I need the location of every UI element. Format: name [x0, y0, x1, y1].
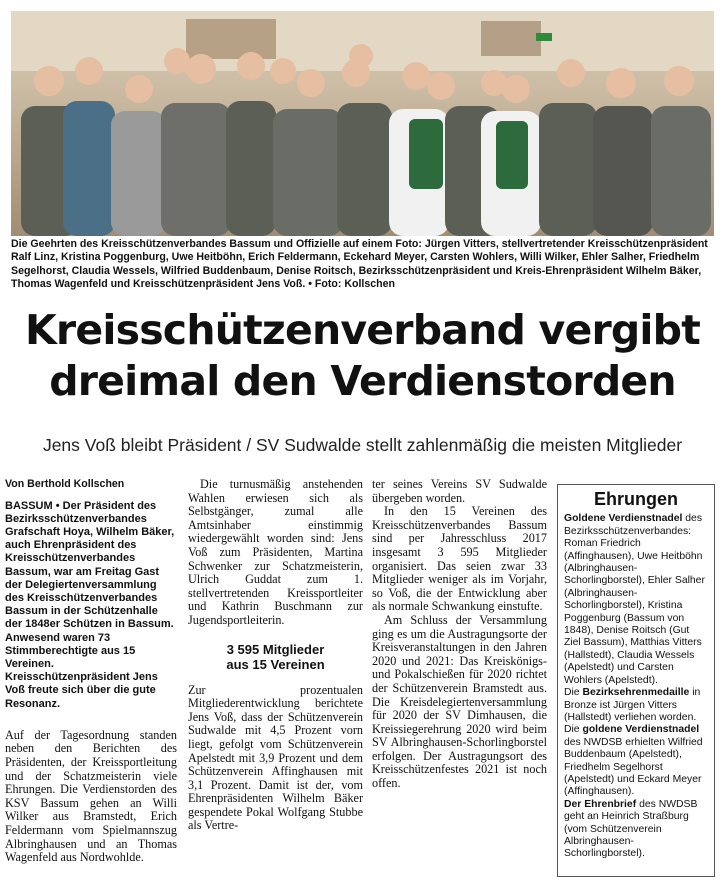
section-subtitle [188, 642, 363, 672]
byline: Von Berthold Kollschen [5, 478, 125, 490]
headline-line-1: Kreisschützenverband vergibt [24, 306, 701, 354]
honors-nwdsb-pre: Die [564, 724, 583, 736]
honors-gold-label: Goldene Verdienstnadel [564, 513, 683, 525]
honors-title: Ehrungen [594, 489, 678, 509]
body-paragraph: Auf der Tagesordnung standen neben den Berichten des Präsidenten, der Kreissportleitung und der Schatzmeisterin viele Ehrungen. Die Verdienstorden des KSV Bassum gehen an Willi Wilker aus Bramstedt, Erich Feldermann vom Spielmannszug Albringhausen und an Thomas Wagenfeld aus Nordwohlde. [5, 727, 177, 865]
honors-medal [564, 687, 708, 724]
honors-box [557, 484, 715, 877]
honors-nwdsb-needle [564, 724, 708, 798]
body-paragraph: Zur prozentualen Mitgliederentwicklung berichtete Jens Voß, dass der Schützenverein Sudwalde mit 4,5 Prozent vorn liegt, gefolgt vom Schützenverein Apelstedt mit 3,9 Prozent und dem Schützenverein Affinghausen mit 3,1 Prozent. Damit ist der, vom Ehrenpräsidenten Wilhelm Bäker gespendete Pokal Wolfgang Stubbe als Vertre- [188, 682, 363, 833]
honors-gold-text: des Bezirksschützenverbandes: Roman Friedrich (Affinghausen), Uwe Heitböhn (Albringhausen-Schorlingborstel), Ehler Salher (Albringhausen-Schorlingborstel), Kristina Poggenburg (Bassum von 1848), Denise Roitsch (Gut Ziel Bassum), Matthias Vitters (Hallstedt), Claudia Wessels (Apelstedt) und Carsten Wohlers (Apelstedt). [564, 513, 705, 686]
honors-letter-text: des NWDSB geht an Heinrich Straßburg (vom Schützenverein Albringhausen-Schorlingborstel). [564, 798, 698, 860]
honors-medal-pre: Die [564, 687, 583, 699]
group-photo [11, 11, 714, 236]
honors-letter [564, 799, 708, 861]
section-subtitle-line-1: 3 595 Mitglieder [226, 641, 325, 657]
body-paragraph: In den 15 Vereinen des Kreisschützenverbandes Bassum sind per Jahresschluss 2017 insgesamt 3 595 Mitglieder organisiert. Das seien zwar 33 Mitglieder weniger als im Vorjahr, so Voß, die der Entwicklung aber als normale Schwankung einstufte. [372, 504, 547, 614]
photo-caption: Die Geehrten des Kreisschützenverbandes Bassum und Offizielle auf einem Foto: Jürgen Vitters, stellvertretender Kreisschützenpräsident Ralf Linz, Kristina Poggenburg, Uwe Heitböhn, Erich Feldermann, Eckehard Meyer, Carsten Wohlers, Willi Wilker, Ehler Salher, Friedhelm Segelhorst, Claudia Wessels, Wilfried Buddenbaum, Denise Roitsch, Bezirksschützenpräsident und Kreis-Ehrenpräsident Wilhelm Bäker, Thomas Wagenfeld und Kreisschützenpräsident Jens Voß. • Foto: Kollschen [11, 238, 708, 291]
honors-nwdsb-text: des NWDSB erhielten Wilfried Buddenbaum (Apelstedt), Friedhelm Segelhorst (Apelstedt) und Eckard Meyer (Affinghausen). [564, 736, 703, 798]
honors-gold-needle [564, 513, 708, 687]
honors-nwdsb-label: goldene Verdienstnadel [582, 724, 700, 736]
article-column-2 [188, 478, 363, 833]
article-column-3 [372, 478, 547, 791]
article-column-1 [5, 478, 177, 865]
headline-line-2: dreimal den Verdienstorden [49, 357, 676, 405]
honors-medal-label: Bezirksehrenmedaille [582, 687, 690, 699]
body-paragraph: Die turnusmäßig anstehenden Wahlen erwiesen sich als Selbstgänger, zumal alle Amtsinhaber einstimmig wiedergewählt worden sind: Jens Voß zum Präsidenten, Martina Schwenker zur Schatzmeisterin, Ulrich Guddat zum 1. stellvertretenden Kreissportleiter und Kathrin Buschmann zur Jugendsportleiterin. [188, 477, 363, 627]
subheadline: Jens Voß bleibt Präsident / SV Sudwalde stellt zahlenmäßig die meisten Mitglieder [42, 435, 683, 455]
section-subtitle-line-2: aus 15 Vereinen [226, 656, 325, 672]
headline [0, 305, 725, 407]
body-paragraph: ter seines Vereins SV Sudwalde übergeben worden. [372, 477, 547, 505]
honors-medal-text: in Bronze ist Jürgen Vitters (Hallstedt) verliehen worden. [564, 687, 701, 723]
honors-letter-label: Der Ehrenbrief [564, 798, 637, 810]
body-paragraph: Am Schluss der Versammlung ging es um die Austragungsorte der Kreisveranstaltungen in den Jahren 2020 und 2021: Das Kreiskönigs- und Pokalschießen für 2020 richtet der Schützenverein Bramstedt aus. Die Kreisdelegiertenversammlung für 2020 der SV Dimhausen, die Kreissiegerehrung 2020 wird beim SV Albringhausen-Schorlingborstel erfolgen. Der Austragungsort des Kreisschützenfestes 2021 ist noch offen. [372, 612, 547, 791]
lead-paragraph: BASSUM • Der Präsident des Bezirksschützenverbandes Grafschaft Hoya, Wilhelm Bäker, auch Ehrenpräsident des Kreisschützenverbandes Bassum, war am Freitag Gast der Delegiertenversammlung des Kreisschützenverbandes Bassum in der Schützenhalle der 1848er Schützen in Bassum. Anwesend waren 73 Stimmberechtigte aus 15 Vereinen. Kreisschützenpräsident Jens Voß freute sich über die gute Resonanz. [5, 499, 175, 710]
